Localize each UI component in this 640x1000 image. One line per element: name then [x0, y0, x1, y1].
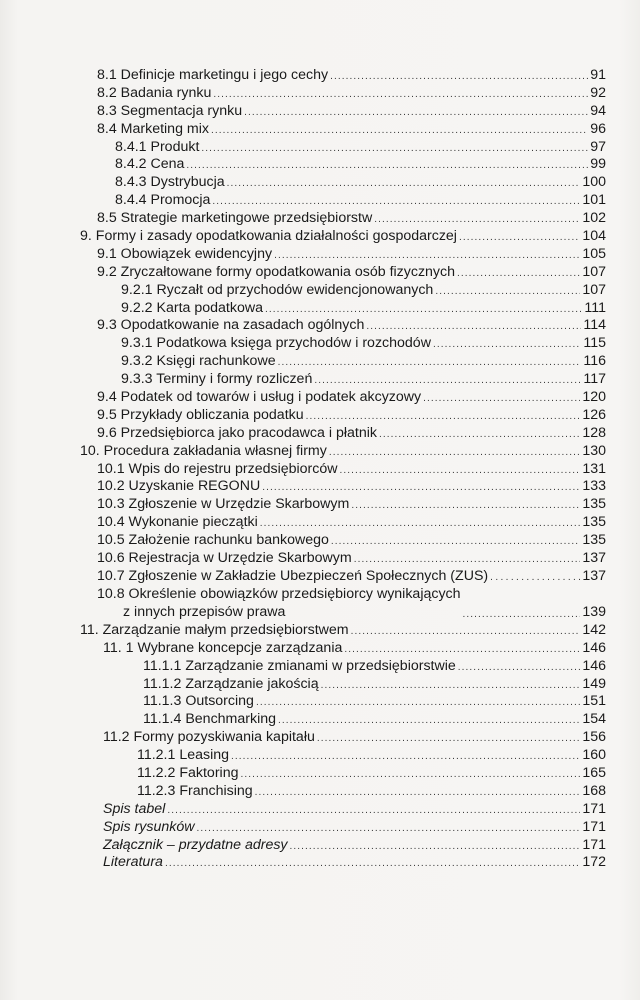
toc-entry-title: 11.1.2 Zarządzanie jakością [143, 675, 319, 692]
toc-entry-page: 94 [590, 102, 606, 119]
toc-entry-page: 100 [582, 174, 606, 191]
toc-entry-page: 111 [584, 299, 606, 316]
toc-entry[interactable] [0, 139, 640, 157]
toc-leader-dots [433, 338, 581, 352]
toc-entry-page: 91 [590, 67, 606, 83]
toc-entry-title: 8.2 Badania rynku [97, 84, 212, 101]
toc-leader-dots [463, 608, 581, 622]
toc-entry-title: 11. Zarządzanie małym przedsiębiorstwem [80, 621, 349, 638]
toc-entry-title: 11. 1 Wybrane koncepcje zarządzania [103, 639, 343, 656]
toc-chapter-entry[interactable] [0, 443, 640, 461]
toc-entry-title: 9.2 Zryczałtowane formy opodatkowania osób fizycznych [97, 263, 456, 280]
toc-entry[interactable] [0, 353, 640, 371]
toc-entry-title: 11.2.1 Leasing [137, 747, 230, 764]
toc-entry-page: 133 [582, 478, 606, 495]
toc-entry[interactable] [0, 801, 640, 819]
toc-entry-page: 137 [582, 567, 606, 584]
toc-leader-dots [351, 499, 580, 513]
toc-entry-title: 11.1.3 Outsorcing [143, 693, 254, 710]
toc-leader-dots [213, 88, 588, 102]
toc-entry-page: 172 [582, 854, 606, 871]
toc-entry-title: 10. Procedura zakładania własnej firmy [80, 442, 327, 459]
toc-entry-title: 10.1 Wpis do rejestru przedsiębiorców [97, 460, 338, 477]
toc-leader-dots [306, 410, 581, 424]
toc-entry-title: 11.1.4 Benchmarking [143, 711, 277, 728]
toc-entry-title: 8.5 Strategie marketingowe przedsiębiorstw [97, 210, 373, 227]
toc-entry-title: 9.6 Przedsiębiorca jako pracodawca i płatnik [97, 424, 377, 441]
toc-leader-dots [290, 840, 581, 854]
toc-entry-title: 10.4 Wykonanie pieczątki [97, 514, 258, 531]
toc-entry-page: 105 [582, 245, 606, 262]
toc-entry[interactable] [0, 210, 640, 228]
toc-entry-page: 135 [582, 496, 606, 513]
toc-entry-page: 165 [582, 764, 606, 781]
toc-entry[interactable] [0, 496, 640, 514]
toc-leader-dots [329, 446, 581, 460]
toc-leader-dots [262, 481, 580, 495]
toc-entry-page: 97 [590, 138, 606, 155]
toc-entry-title: 9.2.2 Karta podatkowa [121, 299, 263, 316]
toc-entry-page: 99 [590, 156, 606, 173]
toc-leader-dots [244, 106, 588, 120]
toc-entry-title: 9.1 Obowiązek ewidencyjny [97, 245, 273, 262]
toc-entry-title: 9.5 Przykłady obliczania podatku [97, 406, 304, 423]
toc-leader-dots [374, 213, 580, 227]
toc-leader-dots [278, 356, 582, 370]
toc-entry-title: 11.1.1 Zarządzanie zmianami w przedsiębiorstwie [143, 657, 456, 674]
toc-entry-title: Spis tabel [103, 800, 166, 817]
toc-entry-page: 131 [582, 460, 606, 477]
toc-leader-dots [278, 714, 580, 728]
toc-entry[interactable] [0, 711, 640, 729]
toc-entry[interactable] [0, 568, 640, 586]
toc-entry-page: 107 [582, 263, 606, 280]
toc-entry[interactable] [0, 658, 640, 676]
toc-leader-dots [274, 249, 580, 263]
toc-leader-dots [167, 804, 580, 818]
toc-entry-title: 9.2.1 Ryczałt od przychodów ewidencjonowanych [121, 281, 434, 298]
toc-entry-title: 8.4.3 Dystrybucja [115, 174, 225, 191]
toc-entry-title: 10.5 Założenie rachunku bankowego [97, 532, 329, 549]
toc-entry[interactable] [0, 640, 640, 658]
toc-entry[interactable] [0, 461, 640, 479]
toc-leader-dots [340, 464, 581, 478]
toc-entry-title: 9.3.2 Księgi rachunkowe [121, 353, 276, 370]
toc-leader-dots [165, 857, 580, 871]
toc-leader-dots [354, 553, 581, 567]
toc-leader-dots [260, 517, 581, 531]
toc-entry-title-line1: 10.8 Określenie obowiązków przedsiębiorcy wynikających [97, 586, 461, 603]
toc-entry-page: 135 [582, 532, 606, 549]
toc-entry-page: 114 [583, 317, 606, 334]
toc-entry[interactable] [0, 854, 640, 872]
toc-leader-dots [227, 177, 581, 191]
toc-leader-dots [211, 124, 588, 138]
toc-leader-dots [490, 571, 580, 585]
toc-entry-page: 146 [582, 639, 606, 656]
toc-entry-page: 171 [582, 800, 606, 817]
toc-leader-dots [366, 320, 581, 334]
toc-entry-page: 115 [583, 335, 606, 352]
toc-entry[interactable] [0, 389, 640, 407]
toc-entry-page: 120 [582, 389, 606, 406]
toc-entry-page: 128 [582, 424, 606, 441]
toc-entry-page: 107 [582, 281, 606, 298]
toc-leader-dots [330, 70, 588, 84]
toc-entry-title: 10.3 Zgłoszenie w Urzędzie Skarbowym [97, 496, 350, 513]
toc-entry-title: 10.7 Zgłoszenie w Zakładzie Ubezpieczeń Społecznych (ZUS) [97, 567, 489, 584]
toc-entry-page: 117 [583, 371, 606, 388]
toc-entry-page: 126 [582, 406, 606, 423]
toc-entry-page: 92 [590, 84, 606, 101]
toc-entry-title: 11.2 Formy pozyskiwania kapitału [103, 729, 315, 746]
toc-leader-dots [423, 392, 580, 406]
toc-entry[interactable] [0, 478, 640, 496]
toc-entry[interactable] [0, 103, 640, 121]
toc-entry-page: 160 [582, 747, 606, 764]
toc-leader-dots [240, 768, 580, 782]
toc-leader-dots [212, 195, 580, 209]
toc-entry-page: 146 [582, 657, 606, 674]
toc-entry-page: 171 [582, 836, 606, 853]
toc-entry[interactable] [0, 317, 640, 335]
toc-entry-title [97, 586, 461, 622]
toc-entry-title: 9. Formy i zasady opodatkowania działalności gospodarczej [80, 228, 457, 245]
toc-entry[interactable] [0, 783, 640, 801]
toc-entry[interactable] [0, 246, 640, 264]
toc-entry-title: 9.3.1 Podatkowa księga przychodów i rozchodów [121, 335, 431, 352]
toc-entry-page: 137 [582, 550, 606, 567]
toc-entry[interactable] [0, 121, 640, 139]
toc-entry-title: Spis rysunków [103, 818, 195, 835]
toc-leader-dots [435, 285, 580, 299]
toc-entry[interactable] [0, 282, 640, 300]
table-of-contents [0, 67, 640, 872]
toc-entry-title: 8.4 Marketing mix [97, 120, 209, 137]
toc-leader-dots [379, 428, 580, 442]
toc-entry[interactable] [0, 550, 640, 568]
toc-leader-dots [265, 303, 582, 317]
toc-entry[interactable] [0, 85, 640, 103]
toc-entry-page: 116 [583, 353, 606, 370]
toc-leader-dots [459, 231, 580, 245]
toc-entry-title: 10.6 Rejestracja w Urzędzie Skarbowym [97, 550, 352, 567]
toc-chapter-entry[interactable] [0, 228, 640, 246]
toc-entry[interactable] [0, 532, 640, 550]
toc-entry-title: 11.2.2 Faktoring [137, 764, 239, 781]
toc-entry[interactable] [0, 264, 640, 282]
toc-entry[interactable] [0, 192, 640, 210]
toc-entry-title: 11.2.3 Franchising [137, 782, 253, 799]
toc-leader-dots [457, 267, 580, 281]
toc-entry[interactable] [0, 425, 640, 443]
toc-entry[interactable] [0, 586, 640, 622]
toc-entry-page: 151 [582, 693, 606, 710]
toc-entry[interactable] [0, 747, 640, 765]
toc-entry-title: Literatura [103, 854, 163, 871]
toc-entry-title: 8.3 Segmentacja rynku [97, 102, 243, 119]
toc-leader-dots [201, 142, 588, 156]
toc-leader-dots [256, 696, 580, 710]
toc-leader-dots [351, 625, 581, 639]
toc-entry-page: 104 [582, 228, 606, 245]
toc-entry[interactable] [0, 765, 640, 783]
toc-entry[interactable] [0, 67, 640, 85]
toc-entry-page: 96 [590, 120, 606, 137]
toc-entry[interactable] [0, 819, 640, 837]
toc-entry[interactable] [0, 174, 640, 192]
toc-entry-page: 142 [582, 621, 606, 638]
toc-entry-title-line2: z innych przepisów prawa [123, 603, 286, 620]
toc-entry[interactable] [0, 335, 640, 353]
toc-leader-dots [314, 374, 581, 388]
toc-entry[interactable] [0, 156, 640, 174]
toc-entry-page: 102 [582, 210, 606, 227]
toc-entry-page: 139 [582, 603, 606, 620]
toc-entry-page: 149 [582, 675, 606, 692]
toc-entry-title: 8.4.2 Cena [115, 156, 185, 173]
toc-entry[interactable] [0, 371, 640, 389]
toc-entry-page: 156 [582, 729, 606, 746]
toc-entry-title: 8.4.4 Promocja [115, 192, 211, 209]
toc-entry-title: 9.3 Opodatkowanie na zasadach ogólnych [97, 317, 365, 334]
toc-entry-title: 8.1 Definicje marketingu i jego cechy [97, 67, 329, 83]
toc-entry[interactable] [0, 514, 640, 532]
toc-leader-dots [344, 643, 580, 657]
toc-entry-title: 9.3.3 Terminy i formy rozliczeń [121, 371, 313, 388]
toc-entry-page: 135 [582, 514, 606, 531]
toc-leader-dots [331, 535, 580, 549]
toc-entry[interactable] [0, 837, 640, 855]
toc-entry[interactable] [0, 676, 640, 694]
toc-entry-page: 168 [582, 782, 606, 799]
toc-leader-dots [196, 822, 580, 836]
toc-entry[interactable] [0, 407, 640, 425]
toc-leader-dots [321, 679, 581, 693]
toc-entry-page: 130 [582, 442, 606, 459]
toc-entry-title: Załącznik – przydatne adresy [103, 836, 288, 853]
toc-leader-dots [317, 732, 580, 746]
toc-entry[interactable] [0, 693, 640, 711]
toc-leader-dots [255, 786, 581, 800]
toc-leader-dots [458, 661, 581, 675]
toc-entry-page: 101 [582, 192, 606, 209]
toc-entry[interactable] [0, 729, 640, 747]
toc-leader-dots [186, 159, 588, 173]
toc-entry[interactable] [0, 300, 640, 318]
toc-entry-page: 154 [582, 711, 606, 728]
toc-entry-title: 9.4 Podatek od towarów i usług i podatek akcyzowy [97, 389, 422, 406]
toc-entry-title: 10.2 Uzyskanie REGONU [97, 478, 261, 495]
toc-leader-dots [231, 750, 580, 764]
toc-entry-title: 8.4.1 Produkt [115, 138, 200, 155]
toc-entry-page: 171 [582, 818, 606, 835]
toc-chapter-entry[interactable] [0, 622, 640, 640]
